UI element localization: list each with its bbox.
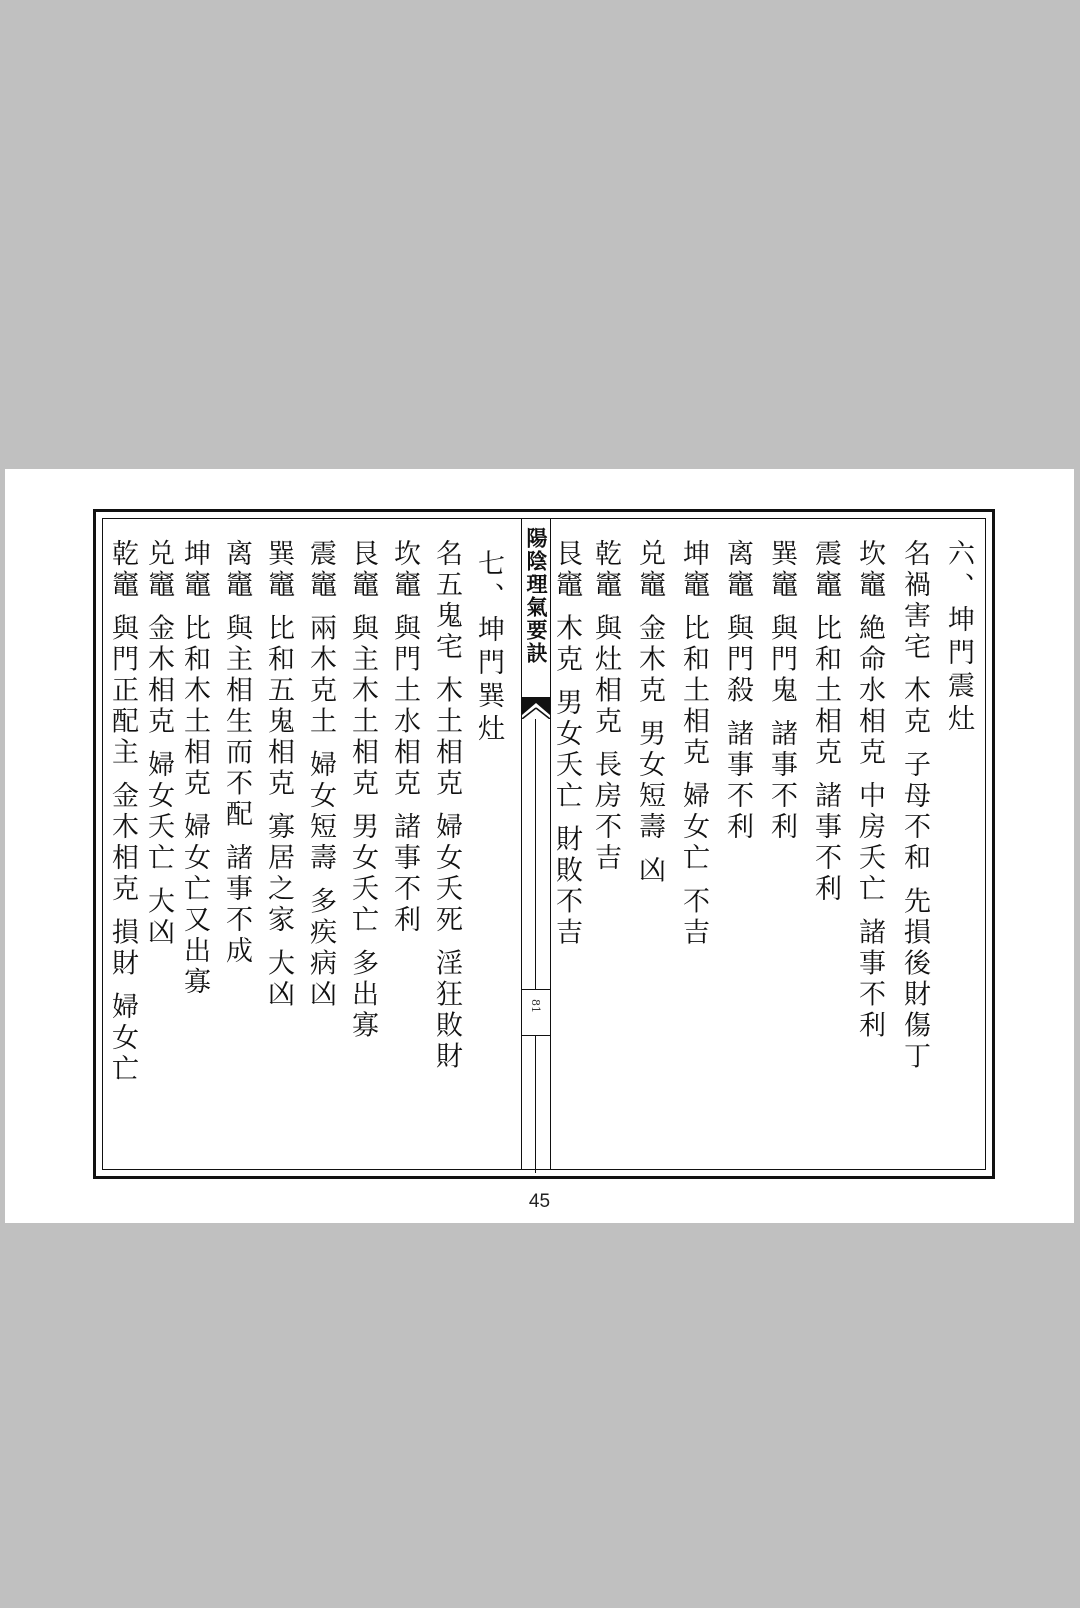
text-column: 离竈 與主相生而不配 諸事不成: [221, 539, 252, 968]
text-column: 艮竈 木克 男女夭亡 財敗不吉: [551, 539, 582, 949]
section-heading-6: 六、坤門震灶: [943, 539, 974, 737]
fold-rule: [535, 719, 536, 989]
text-column: 坎竈 與門土水相克 諸事不利: [389, 539, 420, 937]
center-fold: [521, 519, 551, 1169]
text-column: 乾竈 與灶相克 長房不吉: [590, 539, 621, 875]
text-column: 坎竈 絶命水相克 中房夭亡 諸事不利: [854, 539, 885, 1042]
text-column: 名五鬼宅 木土相克 婦女夭死 淫狂敗財: [431, 539, 462, 1073]
fishtail-mark: [522, 697, 550, 719]
text-column: 坤竈 比和土相克 婦女亡 不吉: [678, 539, 709, 949]
fold-divider: [522, 1035, 550, 1036]
text-column: 兑竈 金木克 男女短壽 凶: [634, 539, 665, 887]
text-column: 巽竈 與門鬼 諸事不利: [766, 539, 797, 844]
text-column: 离竈 與門殺 諸事不利: [722, 539, 753, 844]
fold-rule: [535, 1035, 536, 1173]
text-column: 震竈 比和土相克 諸事不利: [810, 539, 841, 906]
page-inner-border: [102, 518, 986, 1170]
book-title: 陽陰理氣要訣: [524, 527, 549, 665]
section-heading-7: 七、坤門巽灶: [473, 549, 504, 747]
fold-page-number: 81: [529, 999, 542, 1013]
text-column: 兑竈 金木相克 婦女夭亡 大凶: [143, 539, 174, 949]
fold-divider: [522, 989, 550, 990]
text-column: 坤竈 比和木土相克 婦女亡又出寡: [179, 539, 210, 999]
page-number: 45: [528, 1191, 551, 1212]
page-border: [93, 509, 995, 1179]
text-column: 名禍害宅 木克 子母不和 先損後財傷丁: [899, 539, 930, 1073]
text-column: 艮竈 與主木土相克 男女夭亡 多出寡: [347, 539, 378, 1042]
text-column: 乾竈 與門正配主 金木相克 損財 婦女亡: [107, 539, 138, 1086]
text-column: 震竈 兩木克土 婦女短壽 多疾病凶: [305, 539, 336, 1011]
scanned-page: [5, 469, 1074, 1223]
text-column: 巽竈 比和五鬼相克 寡居之家 大凶: [263, 539, 294, 1011]
